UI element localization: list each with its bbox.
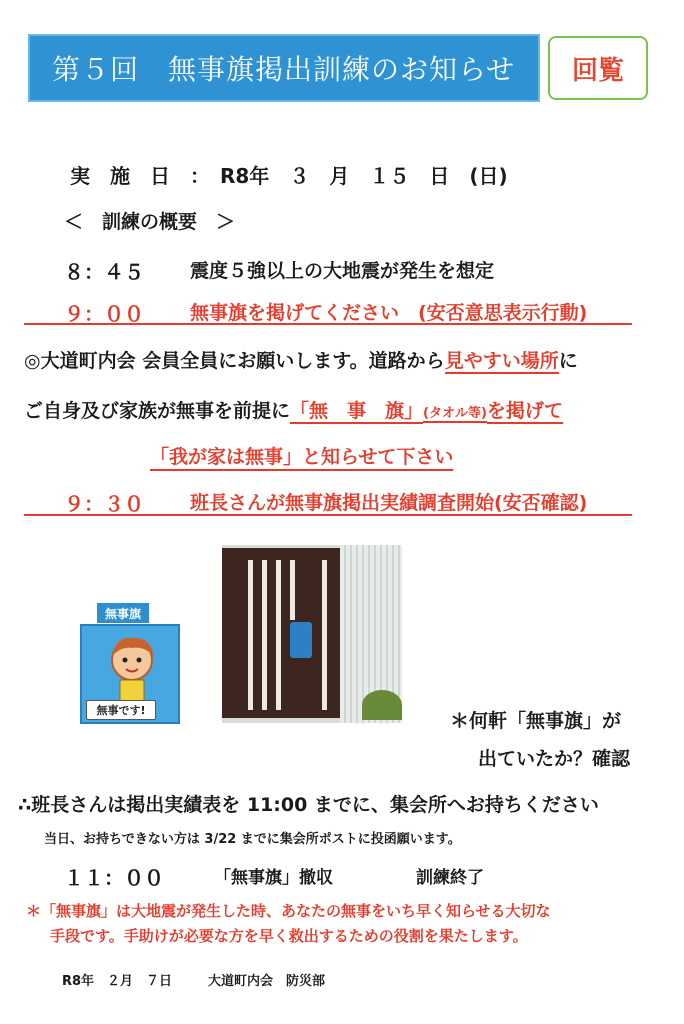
door-slit [322, 560, 327, 710]
check-note-line-1: ＊何軒「無事旗」が [450, 710, 622, 732]
end-action: 「無事旗」撤収 [214, 868, 333, 888]
notice-line-2-prefix: ご自身及び家族が無事を前提に [24, 400, 291, 422]
footnote-line-1: ＊「無事旗」は大地震が発生した時、あなたの無事をいち早く知らせる大切な [26, 902, 551, 920]
end-time: １１：００ [64, 866, 164, 890]
notice-line-1-prefix: ◎大道町内会 会員全員にお願いします。道路から [24, 350, 445, 372]
footnote-line-2: 手段です。手助けが必要な方を早く救出するための役割を果たします。 [50, 927, 528, 945]
page-title: 第５回 無事旗掲出訓練のお知らせ [52, 53, 516, 86]
footer-date: R8年 ２月 ７日 [62, 974, 173, 989]
footer-organization: 大道町内会 防災部 [208, 974, 326, 989]
notice-line-2 [24, 396, 563, 423]
notice-line-1-highlight: 見やすい場所 [444, 350, 559, 372]
hanging-flag-icon [290, 622, 312, 658]
plant-icon [362, 690, 402, 720]
timeline-time-0845: ８：４５ [64, 260, 144, 284]
door-slit [276, 560, 281, 710]
title-banner [28, 34, 540, 102]
notice-line-1-suffix: に [558, 350, 578, 372]
circulation-badge: 回覧 [548, 36, 648, 100]
notice-line-3: 「我が家は無事」と知らせて下さい [150, 442, 453, 471]
notice-line-2-raise: を掲げて [486, 400, 563, 422]
timeline-text-0845: 震度５強以上の大地震が発生を想定 [190, 260, 495, 282]
timeline-text-0900: 無事旗を掲げてください (安否意思表示行動) [190, 302, 588, 324]
timeline-time-0900: ９：００ [64, 302, 144, 326]
notice-line-1 [24, 346, 578, 373]
overview-heading: ＜ 訓練の概要 ＞ [64, 211, 236, 233]
notice-line-2-flag: 「無 事 旗」 [290, 400, 424, 422]
timeline-text-0930: 班長さんが無事旗掲出実績調査開始(安否確認) [190, 492, 588, 514]
end-result: 訓練終了 [416, 868, 484, 888]
mascot-tag-label: 無事旗 [97, 603, 149, 623]
submission-main: ∴班長さんは掲出実績表を 11:00 までに、集会所へお持ちください [18, 794, 599, 816]
door-slit [290, 560, 295, 620]
implementation-date: 実 施 日 ： R8年 ３ 月 １５ 日 (日) [70, 164, 508, 188]
door-slit [262, 560, 267, 710]
timeline-time-0930: ９：３０ [64, 492, 144, 516]
mascot-ribbon: 無事です! [86, 700, 156, 720]
submission-sub: 当日、お持ちできない方は 3/22 までに集会所ポストに投函願います。 [44, 832, 461, 847]
notice-line-2-towel: (タオル等) [423, 406, 487, 421]
check-note-line-2: 出ていたか？確認 [478, 748, 631, 770]
door-slit [248, 560, 253, 710]
